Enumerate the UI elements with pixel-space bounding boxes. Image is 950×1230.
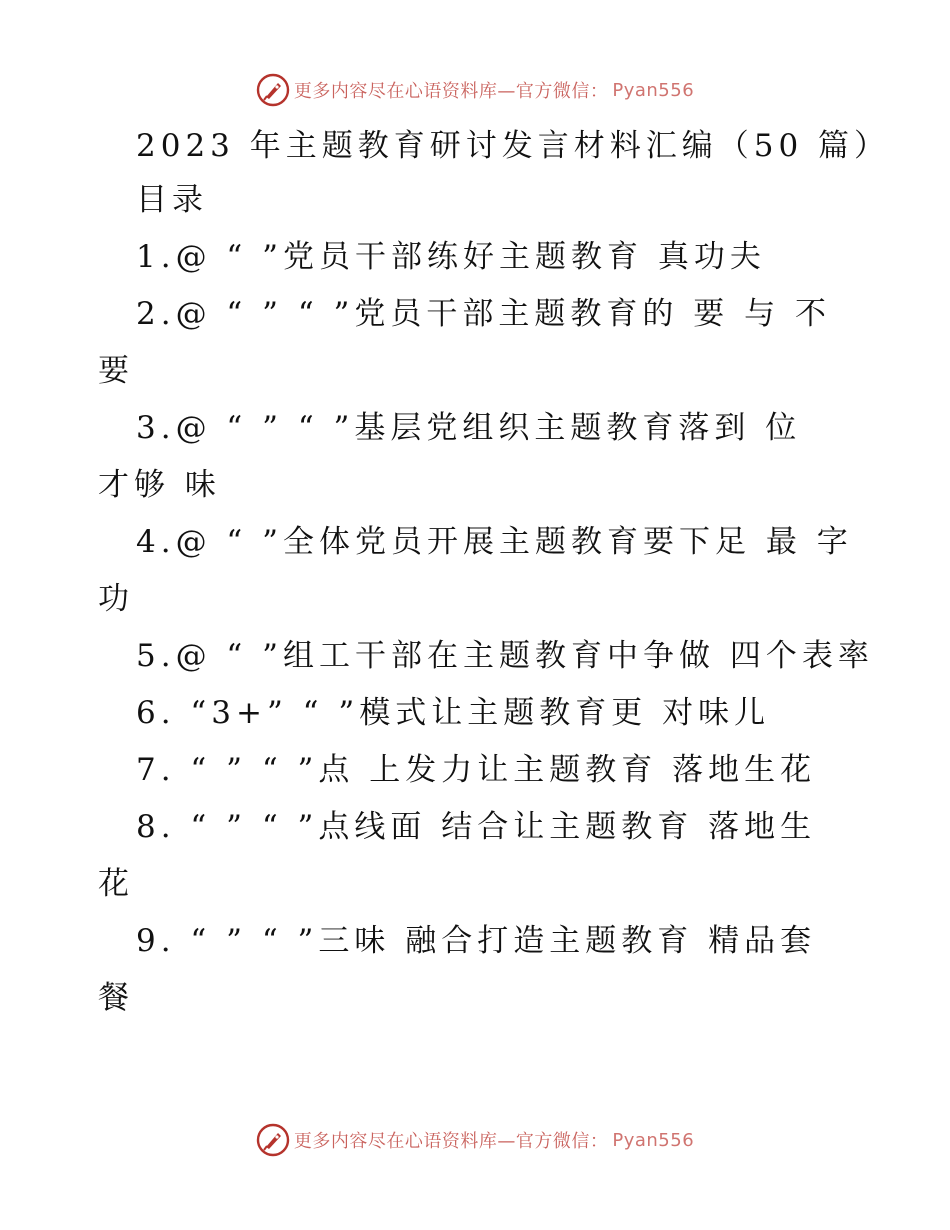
toc-entry-continuation: 餐: [98, 980, 134, 1016]
toc-entry-continuation: 要: [98, 353, 134, 389]
toc-entry: [98, 742, 858, 799]
toc-entry-line: 4.@ “ ”全体党员开展主题教育要下足 最 字: [136, 524, 853, 560]
fountain-pen-logo-icon: [256, 73, 290, 107]
toc-entry-line: 9. “ ” “ ”三味 融合打造主题教育 精品套: [136, 923, 817, 959]
watermark-wechat-id: Pyan556: [612, 79, 695, 101]
toc-entry-line: 1.@ “ ”党员干部练好主题教育 真功夫: [136, 239, 766, 275]
toc-entry-line: 5.@ “ ”组工干部在主题教育中争做 四个表率: [136, 638, 874, 674]
watermark-text: 更多内容尽在心语资料库—官方微信：: [293, 81, 609, 102]
toc-entry-continuation: 功: [98, 581, 134, 617]
toc-heading: 目录: [136, 182, 208, 218]
toc-entry: [98, 685, 858, 742]
toc-entry-line: 6. “3+” “ ”模式让主题教育更 对味儿: [136, 695, 771, 731]
toc-entry: [98, 628, 874, 685]
toc-entry: [98, 229, 858, 286]
watermark-footer: [0, 1120, 950, 1160]
watermark-wechat-id: Pyan556: [612, 1129, 695, 1151]
fountain-pen-logo-icon: [256, 1123, 290, 1157]
watermark-header: [0, 70, 950, 110]
toc-entry: [98, 799, 858, 913]
document-title: 2023 年主题教育研讨发言材料汇编（50 篇）: [136, 128, 891, 164]
toc-entry-continuation: 花: [98, 866, 134, 902]
toc-entry: [98, 514, 858, 628]
toc-entry-line: 3.@ “ ” “ ”基层党组织主题教育落到 位: [136, 410, 802, 446]
toc-entry: [98, 913, 858, 1027]
toc-entry-line: 8. “ ” “ ”点线面 结合让主题教育 落地生: [136, 809, 817, 845]
toc-entry-line: 7. “ ” “ ”点 上发力让主题教育 落地生花: [136, 752, 817, 788]
toc-entry: [98, 286, 858, 400]
toc-entry: [98, 400, 858, 514]
watermark-text: 更多内容尽在心语资料库—官方微信：: [293, 1131, 609, 1152]
document-body: [98, 120, 891, 1027]
toc-entry-line: 2.@ “ ” “ ”党员干部主题教育的 要 与 不: [136, 296, 831, 332]
toc-entry-continuation: 才够 味: [98, 467, 221, 503]
